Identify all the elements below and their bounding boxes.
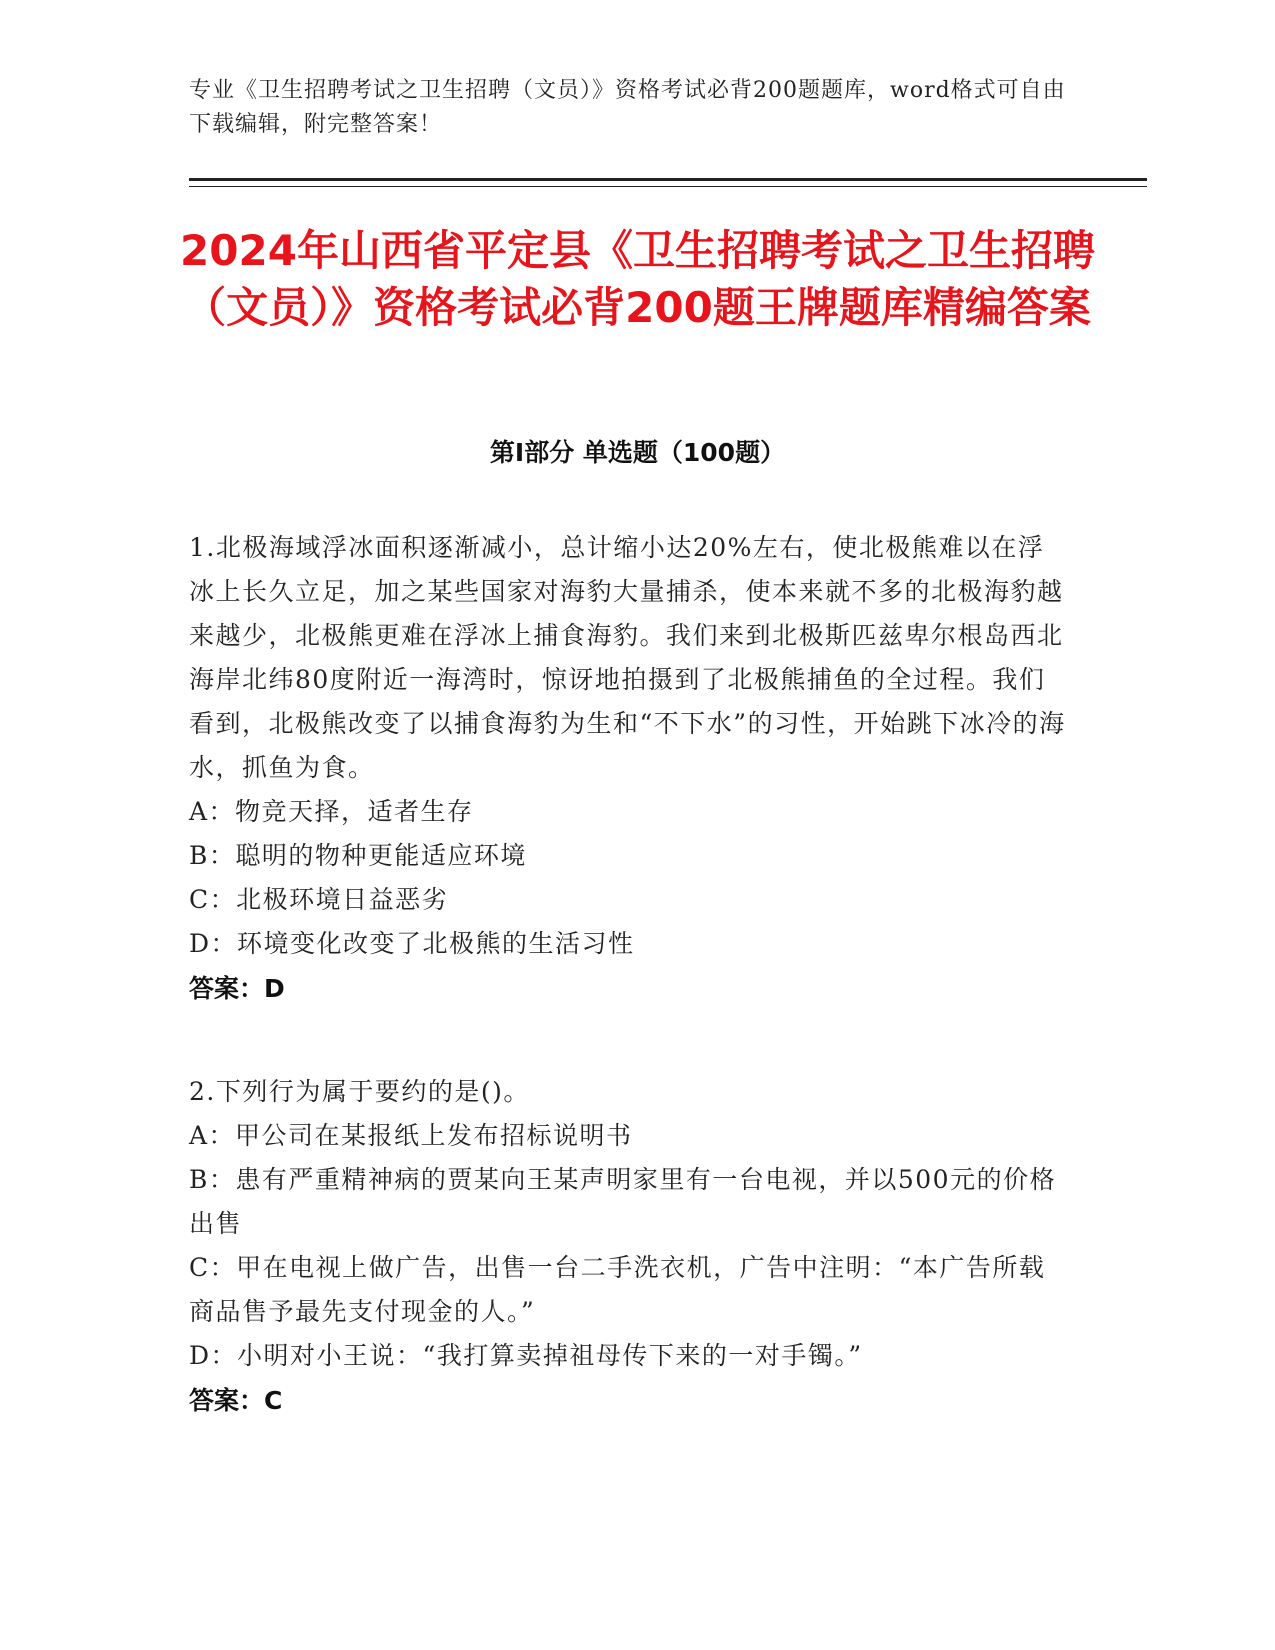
question-stem: 1.北极海域浮冰面积逐渐减小，总计缩小达20%左右，使北极熊难以在浮冰上长久立足，加之某些国家对海豹大量捕杀，使本来就不多的北极海豹越来越少，北极熊更难在浮冰上捕食海豹。我们来到北极斯匹兹卑尔根岛西北海岸北纬80度附近一海湾时，惊讶地拍摄到了北极熊捕鱼的全过程。我们看到，北极熊改变了以捕食海豹为生和“不下水”的习性，开始跳下冰冷的海水，抓鱼为食。 xyxy=(189,533,1066,782)
option-d: D：小明对小王说：“我打算卖掉祖母传下来的一对手镯。” xyxy=(189,1341,863,1370)
header-rule-thin xyxy=(189,186,1147,187)
header-note: 专业《卫生招聘考试之卫生招聘（文员）》资格考试必背200题题库，word格式可自由下载编辑，附完整答案！ xyxy=(189,78,1066,137)
option-a: A：甲公司在某报纸上发布招标说明书 xyxy=(189,1121,633,1150)
option-c: C：甲在电视上做广告，出售一台二手洗衣机，广告中注明：“本广告所载商品售予最先支付现金的人。” xyxy=(189,1253,1046,1326)
document-title: 2024年山西省平定县《卫生招聘考试之卫生招聘（文员）》资格考试必背200题王牌题库精编答案 xyxy=(180,226,1095,332)
option-b: B：聪明的物种更能适应环境 xyxy=(189,841,527,870)
answer: 答案：C xyxy=(189,1386,283,1415)
answer: 答案：D xyxy=(189,974,285,1003)
option-a: A：物竞天择，适者生存 xyxy=(189,797,474,826)
question-1 xyxy=(189,526,1069,1012)
option-b: B：患有严重精神病的贾某向王某声明家里有一台电视，并以500元的价格出售 xyxy=(189,1165,1057,1238)
question-stem: 2.下列行为属于要约的是()。 xyxy=(189,1077,530,1106)
section-heading: 第I部分 单选题（100题） xyxy=(489,438,786,467)
option-c: C：北极环境日益恶劣 xyxy=(189,885,449,914)
header-rule-thick xyxy=(189,178,1147,181)
question-2 xyxy=(189,1070,1069,1424)
option-d: D：环境变化改变了北极熊的生活习性 xyxy=(189,929,635,958)
